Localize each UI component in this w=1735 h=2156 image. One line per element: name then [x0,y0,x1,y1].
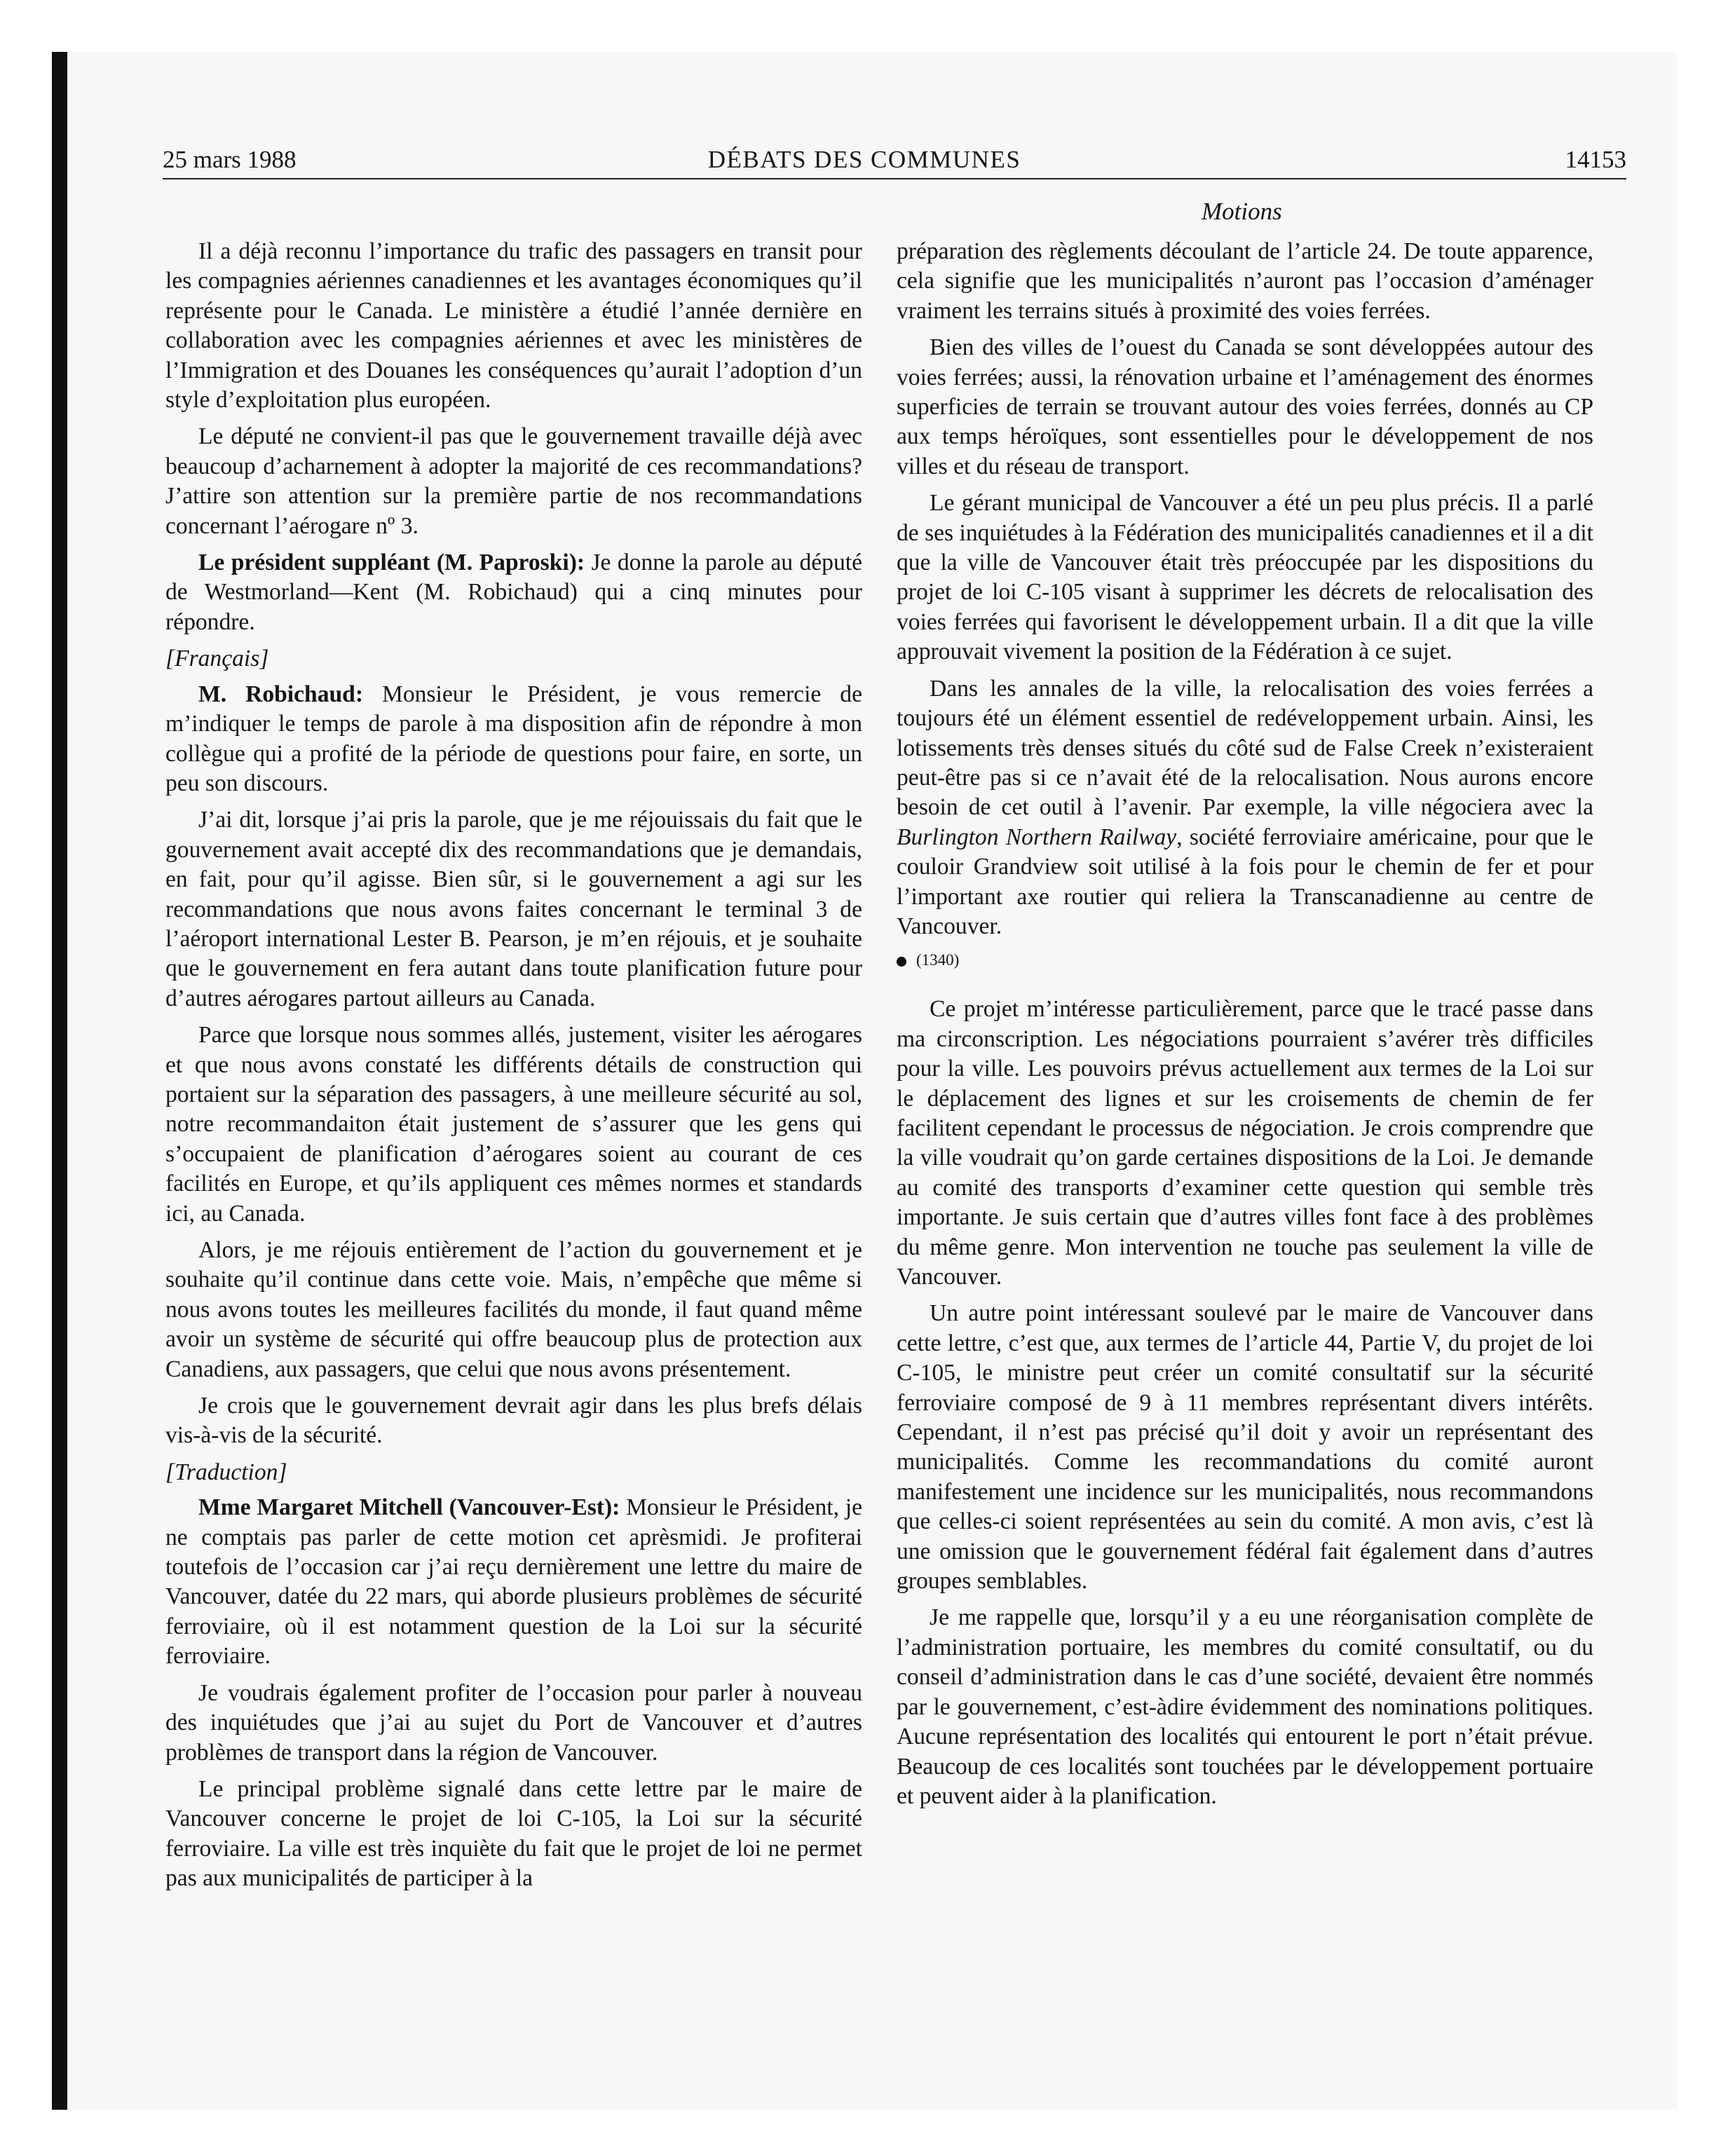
language-marker: [Traduction] [165,1459,287,1485]
paragraph: préparation des règlements découlant de l’article 24. De toute apparence, cela signifie que les municipalités n’auront pas l’occasion d’aménager vraiment les terrains situés à proximité des voies ferrées. [897,238,1593,324]
scanned-page [52,52,1677,2110]
paragraph [165,548,862,637]
paragraph: Ce projet m’intéresse particulièrement, parce que le tracé passe dans ma circonscription. Les négociations pourraient s’avérer très difficiles pour la ville. Les pouvoirs prévus actuellement aux termes de la Loi sur le déplacement des lignes et sur les croisements de chemin de fer facilitent cependant le processus de négociation. Je crois comprendre que la ville voudrait qu’on garde certaines dispositions de la Loi. Je demande au comité des transports d’examiner cette question qui semble très importante. Je suis certain que d’autres villes font face à des problèmes du même genre. Mon intervention ne touche pas seulement la ville de Vancouver. [897,996,1593,1290]
scan-edge-bar [52,52,67,2110]
right-column [897,237,1593,1811]
header-publication-title: DÉBATS DES COMMUNES [707,146,1021,173]
speaker-name: M. Robichaud: [198,681,364,707]
header-rule [163,178,1626,179]
paragraph: Je crois que le gouvernement devrait agir dans les plus brefs délais vis-à-vis de la sécurité. [165,1393,862,1449]
time-marker [897,950,1593,971]
speaker-name: Mme Margaret Mitchell (Vancouver-Est): [198,1494,620,1521]
paragraph: Je voudrais également profiter de l’occasion pour parler à nouveau des inquiétudes que j’ai au sujet du Port de Vancouver et d’autres problèmes de transport dans la région de Vancouver. [165,1679,862,1766]
paragraph: Le gérant municipal de Vancouver a été un peu plus précis. Il a parlé de ses inquiétudes à la Fédération des municipalités canadiennes et il a dit que la ville de Vancouver était très préoccupée par les dispositions du projet de loi C-105 visant à supprimer les décrets de relocalisation des voies ferrées qui favorisent le développement urbain. Il a dit que la ville approuvait vivement la position de la Fédération à ce sujet. [897,490,1593,665]
bullet-dot-icon [897,957,906,967]
paragraph: Le principal problème signalé dans cette lettre par le maire de Vancouver concerne le projet de loi C-105, la Loi sur la sécurité ferroviaire. La ville est très inquiète du fait que le projet de loi ne permet pas aux municipalités de participer à la [165,1775,862,1892]
paragraph: Bien des villes de l’ouest du Canada se sont développées autour des voies ferrées; aussi, la rénovation urbaine et l’aménagement des énormes superficies de terrain se trouvant autour des voies ferrées, donnés au CP aux temps héroïques, sont essentielles pour le développement de nos villes et du réseau de transport. [897,334,1593,479]
company-name: Burlington Northern Railway [897,824,1177,850]
time-marker-text: (1340) [916,951,960,969]
speech-text: Je donne la parole au député de Westmorland—Kent (M. Robichaud) qui a cinq minutes pour répondre. [165,550,862,635]
paragraph [897,674,1593,942]
left-column [165,237,862,1894]
paragraph-text: Dans les annales de la ville, la relocalisation des voies ferrées a toujours été un élément essentiel de redéveloppement urbain. Ainsi, les lotissements très denses situés du côté sud de False Creek n’existeraient peut-être pas si ce n’avait été de la relocalisation. Nous aurons encore besoin de cet outil à l’avenir. Par exemple, la ville négociera avec la [897,675,1593,821]
speaker-name: Le président suppléant (M. Paproski): [198,550,585,576]
paragraph [165,680,862,799]
paragraph: Alors, je me réjouis entièrement de l’action du gouvernement et je souhaite qu’il continue dans cette voie. Mais, n’empêche que même si nous avons toutes les meilleures facilités du monde, il faut quand même avoir un système de sécurité qui offre beaucoup plus de protection aux Canadiens, aux passagers, que celui que nous avons présentement. [165,1237,862,1382]
paragraph: Le député ne convient-il pas que le gouvernement travaille déjà avec beaucoup d’acharnement à adopter la majorité de ces recommandations? J’attire son attention sur la première partie de nos recommandations concernant l’aérogare nº 3. [165,423,862,539]
section-title: Motions [1202,198,1282,225]
header-date: 25 mars 1988 [163,146,297,173]
paragraph-text: , société ferroviaire américaine, pour que le couloir Grandview soit utilisé à la fois pour le chemin de fer et pour l’important axe routier qui reliera la Transcanadienne au centre de Vancouver. [897,824,1593,939]
paragraph: Un autre point intéressant soulevé par le maire de Vancouver dans cette lettre, c’est que, aux termes de l’article 44, Partie V, du projet de loi C-105, le ministre peut créer un comité consultatif sur la sécurité ferroviaire composé de 9 à 11 membres représentant divers intérêts. Cependant, il n’est pas précisé qu’il doit y avoir un représentant des municipalités. Comme les recommandations du comité auront manifestement une incidence sur les municipalités, nous recommandons que celles-ci soient représentées au sein du comité. A mon avis, c’est là une omission que le gouvernement fédéral fait également dans d’autres groupes semblables. [897,1300,1593,1595]
speech-text: Monsieur le Président, je ne comptais pas parler de cette motion cet aprèsmidi. Je profiterai toutefois de l’occasion car j’ai reçu dernièrement une lettre du maire de Vancouver, datée du 22 mars, qui aborde plusieurs problèmes de sécurité ferroviaire, où il est notamment question de la Loi sur la sécurité ferroviaire. [165,1494,862,1670]
paragraph: Je me rappelle que, lorsqu’il y a eu une réorganisation complète de l’administration portuaire, les membres du comité consultatif, ou du conseil d’administration dans le cas d’une société, devaient être nommés par le gouvernement, c’est-àdire évidemment des nominations politiques. Aucune représentation des localités qui entourent le port n’était prévue. Beaucoup de ces localités sont touchées par le développement portuaire et peuvent aider à la planification. [897,1604,1593,1809]
paragraph: Il a déjà reconnu l’importance du trafic des passagers en transit pour les compagnies aériennes canadiennes et les avantages économiques qu’il représente pour le Canada. Le ministère a étudié l’année dernière en collaboration avec les compagnies aériennes et avec les ministères de l’Immigration et des Douanes les conséquences qu’aurait l’adoption d’un style d’exploitation plus européen. [165,238,862,414]
paragraph: J’ai dit, lorsque j’ai pris la parole, que je me réjouissais du fait que le gouvernement avait accepté dix des recommandations que je demandais, en fait, pour qu’il agisse. Bien sûr, si le gouvernement a agi sur les recommandations que nous avons faites concernant le terminal 3 de l’aéroport international Lester B. Pearson, je m’en réjouis, et je souhaite que le gouvernement en fera autant dans toute planification future pour d’autres aérogares partout ailleurs au Canada. [165,807,862,1011]
paragraph: Parce que lorsque nous sommes allés, justement, visiter les aérogares et que nous avons constaté les différents détails de construction qui portaient sur la séparation des passagers, à une meilleure sécurité au sol, notre recommandaiton était justement de s’assurer que les gens qui s’occupaient de planification d’aérogares soient au courant de ces facilités en Europe, et qu’ils appliquent ces mêmes normes et standards ici, au Canada. [165,1022,862,1227]
speech-text: Monsieur le Président, je vous remercie de m’indiquer le temps de parole à ma disposition afin de répondre à mon collègue qui a profité de la période de questions pour faire, en sorte, un peu son discours. [165,681,862,796]
language-marker: [Français] [165,646,269,672]
header-page-number: 14153 [1565,146,1626,173]
paragraph [165,1493,862,1671]
